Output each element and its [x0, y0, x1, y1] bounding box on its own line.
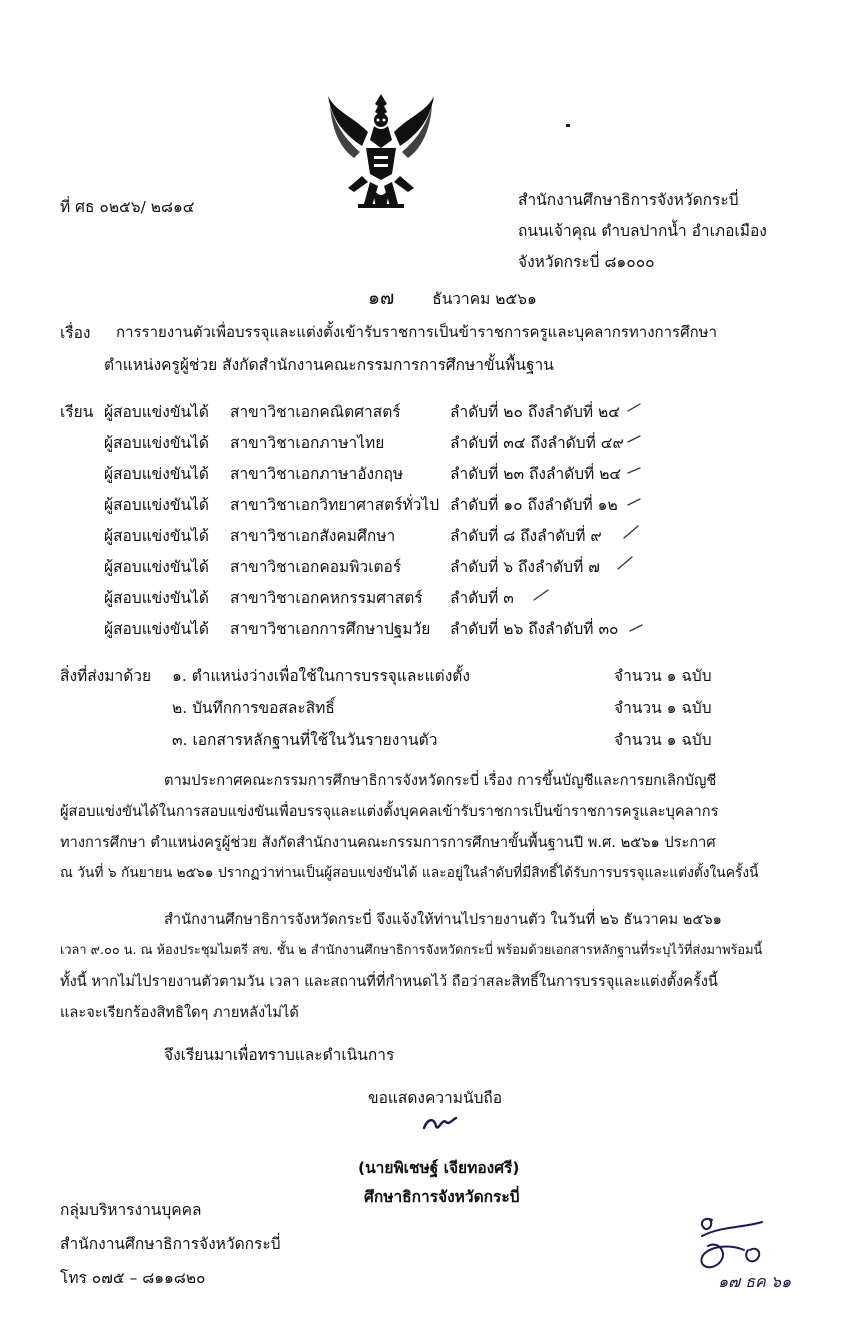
- enclosure-qty: จำนวน ๑ ฉบับ: [614, 731, 712, 749]
- recipient-subject: สาขาวิชาเอกคณิตศาสตร์: [230, 403, 401, 421]
- recipient-subject: สาขาวิชาเอกการศึกษาปฐมวัย: [230, 620, 431, 638]
- tick-mark-icon: [624, 526, 638, 538]
- recipient-rank: ลำดับที่ ๖ ถึงลำดับที่ ๗: [450, 558, 600, 576]
- recipient-rank: ลำดับที่ ๓: [450, 589, 514, 607]
- subject-line-1: การรายงานตัวเพื่อบรรจุและแต่งตั้งเข้ารับราชการเป็นข้าราชการครูและบุคลากรทางการศึกษา: [116, 323, 717, 341]
- recipient-rank: ลำดับที่ ๒๓ ถึงลำดับที่ ๒๔: [450, 465, 622, 483]
- regards-text: ขอแสดงความนับถือ: [368, 1089, 503, 1107]
- footer-phone: โทร ๐๗๕ – ๘๑๑๘๒๐: [60, 1269, 206, 1287]
- closing-line: จึงเรียนมาเพื่อทราบและดำเนินการ: [164, 1046, 395, 1064]
- document-number: ที่ ศธ ๐๒๕๖/ ๒๘๑๔: [60, 198, 195, 216]
- recipient-subject: สาขาวิชาเอกวิทยาศาสตร์ทั่วไป: [230, 496, 440, 514]
- tick-mark-icon: [628, 499, 640, 505]
- office-address: [518, 185, 767, 278]
- garuda-emblem: [322, 86, 440, 218]
- paragraph-line: และจะเรียกร้องสิทธิใดๆ ภายหลังไม่ได้: [60, 1004, 299, 1021]
- tick-mark-icon: [534, 590, 548, 600]
- signatory-position: ศึกษาธิการจังหวัดกระบี่: [364, 1188, 520, 1206]
- signatory-name: (นายพิเชษฐ์ เจียทองศรี): [358, 1159, 520, 1177]
- enclosure-qty: จำนวน ๑ ฉบับ: [614, 667, 712, 685]
- recipient-rank: ลำดับที่ ๓๔ ถึงลำดับที่ ๔๙: [450, 434, 624, 452]
- footer-office: สำนักงานศึกษาธิการจังหวัดกระบี่: [60, 1235, 281, 1253]
- paragraph-line: สำนักงานศึกษาธิการจังหวัดกระบี่ จึงแจ้งให้ท่านไปรายงานตัว ในวันที่ ๒๖ ธันวาคม ๒๕๖๑: [164, 911, 722, 928]
- recipient-who: ผู้สอบแข่งขันได้: [104, 403, 209, 421]
- paragraph-line: เวลา ๙.๐๐ น. ณ ห้องประชุมไมตรี สข. ชั้น ๒ สำนักงานศึกษาธิการจังหวัดกระบี่ พร้อมด้วยเอกสารหลักฐานที่ระบุไว้ที่ส่งมาพร้อมนี้: [60, 943, 763, 958]
- address-line: จังหวัดกระบี่ ๘๑๐๐๐: [518, 253, 655, 271]
- recipient-who: ผู้สอบแข่งขันได้: [104, 496, 209, 514]
- tick-mark-icon: [618, 557, 632, 569]
- recipients-label: เรียน: [60, 403, 94, 421]
- recipient-subject: สาขาวิชาเอกคหกรรมศาสตร์: [230, 589, 423, 607]
- paragraph-line: ทางการศึกษา ตำแหน่งครูผู้ช่วย สังกัดสำนักงานคณะกรรมการการศึกษาขั้นพื้นฐานปี พ.ศ. ๒๕๖๑ ประกาศ: [60, 834, 716, 851]
- enclosure-item: ๒. บันทึกการขอสละสิทธิ์: [172, 699, 335, 717]
- enclosure-item: ๑. ตำแหน่งว่างเพื่อใช้ในการบรรจุและแต่งตั้ง: [172, 667, 470, 685]
- handwritten-date-note: ๑๗ ธค ๖๑: [718, 1272, 792, 1291]
- recipient-who: ผู้สอบแข่งขันได้: [104, 527, 209, 545]
- enclosure-item: ๓. เอกสารหลักฐานที่ใช้ในวันรายงานตัว: [172, 731, 438, 749]
- recipient-subject: สาขาวิชาเอกภาษาอังกฤษ: [230, 465, 404, 483]
- signature-scribble: [420, 1112, 464, 1138]
- recipient-who: ผู้สอบแข่งขันได้: [104, 434, 209, 452]
- recipient-who: ผู้สอบแข่งขันได้: [104, 558, 209, 576]
- recipient-who: ผู้สอบแข่งขันได้: [104, 465, 209, 483]
- paragraph-line: ตามประกาศคณะกรรมการศึกษาธิการจังหวัดกระบี่ เรื่อง การขึ้นบัญชีและการยกเลิกบัญชี: [164, 772, 717, 789]
- recipient-subject: สาขาวิชาเอกภาษาไทย: [230, 434, 385, 452]
- tick-marks: [520, 395, 670, 645]
- date-day: ๑๗: [368, 287, 395, 309]
- recipient-rank: ลำดับที่ ๑๐ ถึงลำดับที่ ๑๒: [450, 496, 618, 514]
- recipient-who: ผู้สอบแข่งขันได้: [104, 620, 209, 638]
- recipient-row: [104, 399, 209, 424]
- document-date: [368, 283, 537, 313]
- body-paragraph-1: [60, 765, 820, 889]
- recipient-rank: ลำดับที่ ๘ ถึงลำดับที่ ๙: [450, 527, 602, 545]
- body-paragraph-2: [60, 904, 820, 1028]
- address-line: สำนักงานศึกษาธิการจังหวัดกระบี่: [518, 191, 739, 209]
- recipient-rank: ลำดับที่ ๒๖ ถึงลำดับที่ ๓๐: [450, 620, 619, 638]
- recipient-subject: สาขาวิชาเอกคอมพิวเตอร์: [230, 558, 402, 576]
- enclosure-qty: จำนวน ๑ ฉบับ: [614, 699, 712, 717]
- subject-label: เรื่อง: [60, 324, 91, 342]
- recipient-rank: ลำดับที่ ๒๐ ถึงลำดับที่ ๒๔: [450, 403, 621, 421]
- paragraph-line: ทั้งนี้ หากไม่ไปรายงานตัวตามวัน เวลา และสถานที่ที่กำหนดไว้ ถือว่าสละสิทธิ์ในการบรรจุและแต่งตั้งครั้งนี้: [60, 973, 718, 990]
- recipient-who: ผู้สอบแข่งขันได้: [104, 589, 209, 607]
- footer-department: กลุ่มบริหารงานบุคคล: [60, 1201, 202, 1219]
- recipient-subject: สาขาวิชาเอกสังคมศึกษา: [230, 527, 396, 545]
- subject-line-2: ตำแหน่งครูผู้ช่วย สังกัดสำนักงานคณะกรรมการการศึกษาขั้นพื้นฐาน: [104, 356, 554, 374]
- tick-mark-icon: [630, 625, 642, 631]
- address-line: ถนนเจ้าคุณ ตำบลปากน้ำ อำเภอเมือง: [518, 222, 767, 240]
- stray-mark: [566, 124, 570, 127]
- tick-mark-icon: [628, 404, 640, 411]
- enclosures-label: สิ่งที่ส่งมาด้วย: [60, 667, 152, 685]
- paragraph-line: ผู้สอบแข่งขันได้ในการสอบแข่งขันเพื่อบรรจุและแต่งตั้งบุคคลเข้ารับราชการเป็นข้าราชการครูและบุคลากร: [60, 803, 719, 820]
- tick-mark-icon: [628, 468, 640, 473]
- tick-mark-icon: [628, 436, 640, 442]
- paragraph-line: ณ วันที่ ๖ กันยายน ๒๕๖๑ ปรากฏว่าท่านเป็นผู้สอบแข่งขันได้ และอยู่ในลำดับที่มีสิทธิ์ได้รับการบรรจุและแต่งตั้งในครั้งนี้: [60, 865, 759, 881]
- date-month-year: ธันวาคม ๒๕๖๑: [432, 290, 537, 308]
- footer-contact: [60, 1193, 281, 1295]
